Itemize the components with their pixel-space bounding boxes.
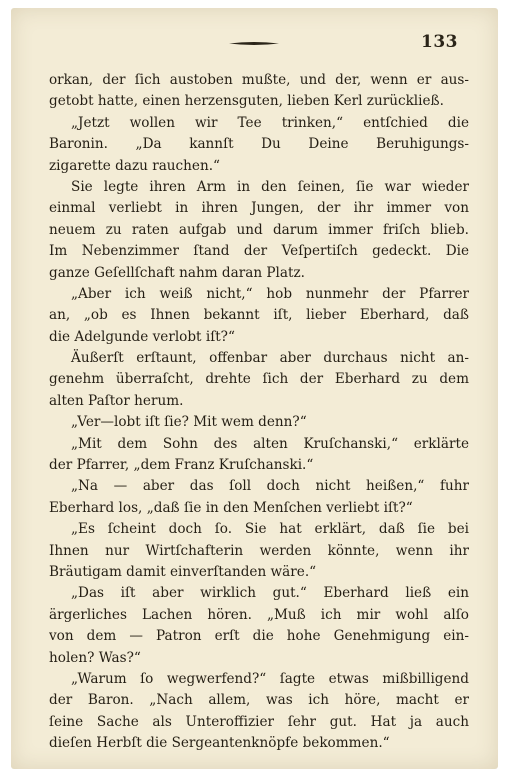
text-line: der Baron. „Nach allem, was ich höre, macht er xyxy=(49,692,469,709)
text-line: Äußerſt erſtaunt, offenbar aber durchaus nicht an- xyxy=(71,350,469,367)
text-line: genehm überraſcht, drehte ſich der Eberhard zu dem xyxy=(49,371,469,388)
text-line: Bräutigam damit einverſtanden wäre.“ xyxy=(49,563,317,580)
text-line: getobt hatte, einen herzensguten, lieben Kerl zurückließ. xyxy=(49,93,444,110)
text-line: holen? Was?“ xyxy=(49,649,141,666)
text-line: „Ver—lobt iſt ſie? Mit wem denn?“ xyxy=(71,414,307,431)
text-line: „Warum ſo wegwerfend?“ ſagte etwas mißbilligend xyxy=(71,670,469,687)
header-ornament-icon xyxy=(229,41,279,46)
text-line: ärgerliches Lachen hören. „Muß ich mir wohl alſo xyxy=(49,606,469,623)
text-line: einmal verliebt in ihren Jungen, der ihr immer von xyxy=(49,200,469,217)
text-line: ſeine Sache als Unteroffizier ſehr gut. Hat ja auch xyxy=(49,713,469,730)
text-line: Im Nebenzimmer ſtand der Veſpertiſch gedeckt. Die xyxy=(49,243,469,260)
text-line: ganze Geſellſchaft nahm daran Platz. xyxy=(49,264,305,281)
page-header xyxy=(11,8,498,52)
text-line: die Adelgunde verlobt iſt?“ xyxy=(49,328,235,345)
book-page xyxy=(11,8,498,769)
text-line: Eberhard los, „daß ſie in den Menſchen verliebt iſt?“ xyxy=(49,499,413,516)
text-line: Ihnen nur Wirtſchafterin werden könnte, wenn ihr xyxy=(49,542,469,559)
text-line: „Aber ich weiß nicht,“ hob nunmehr der Pfarrer xyxy=(71,285,469,302)
text-line: Baronin. „Da kannſt Du Deine Beruhigungs- xyxy=(49,136,469,153)
text-line: von dem — Patron erſt die hohe Genehmigung ein- xyxy=(49,628,469,645)
text-line: Sie legte ihren Arm in den ſeinen, ſie war wieder xyxy=(71,178,469,195)
text-line: an, „ob es Ihnen bekannt iſt, lieber Eberhard, daß xyxy=(49,307,469,324)
text-line: „Jetzt wollen wir Tee trinken,“ entſchied die xyxy=(71,114,469,131)
text-line: zigarette dazu rauchen.“ xyxy=(49,157,220,174)
page-number: 133 xyxy=(421,32,458,52)
text-line: alten Paſtor herum. xyxy=(49,392,184,409)
text-line: der Pfarrer, „dem Franz Kruſchanski.“ xyxy=(49,457,314,474)
text-line: „Mit dem Sohn des alten Kruſchanski,“ erklärte xyxy=(71,435,469,452)
text-line: „Das iſt aber wirklich gut.“ Eberhard ließ ein xyxy=(71,585,469,602)
text-line: neuem zu raten aufgab und darum immer friſch blieb. xyxy=(49,221,469,238)
text-line: orkan, der ſich austoben mußte, und der, wenn er aus- xyxy=(49,72,469,88)
text-line: dieſen Herbſt die Sergeantenknöpfe bekommen.“ xyxy=(49,735,390,752)
page-text xyxy=(49,70,469,755)
text-line: „Es ſcheint doch ſo. Sie hat erklärt, daß ſie bei xyxy=(71,521,469,538)
text-line: „Na — aber das ſoll doch nicht heißen,“ fuhr xyxy=(71,478,469,495)
